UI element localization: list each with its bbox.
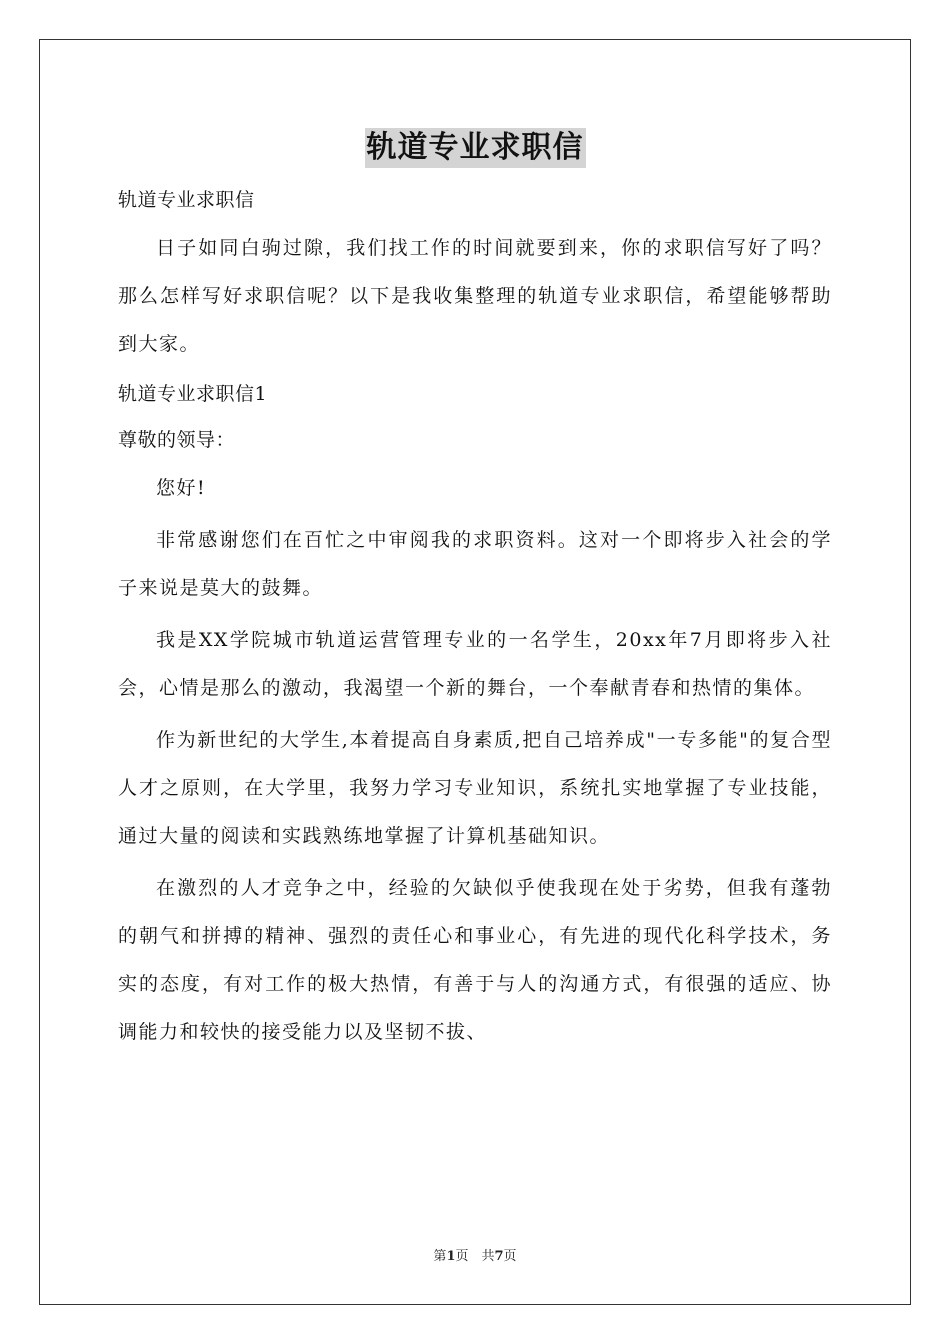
body-paragraph-4: 在激烈的人才竞争之中，经验的欠缺似乎使我现在处于劣势，但我有蓬勃的朝气和拼搏的精神、强烈的责任心和事业心，有先进的现代化科学技术，务实的态度，有对工作的极大热情，有善于与人的沟通方式，有很强的适应、协调能力和较快的接受能力以及坚韧不拔、 xyxy=(118,877,832,1043)
footer-page-mid: 页 共 xyxy=(455,1249,495,1264)
page-footer xyxy=(0,1248,950,1266)
body-paragraph-1: 非常感谢您们在百忙之中审阅我的求职资料。这对一个即将步入社会的学子来说是莫大的鼓舞。 xyxy=(118,529,832,599)
greeting: 您好! xyxy=(156,477,207,499)
title-container xyxy=(0,128,950,168)
body-paragraph-3: 作为新世纪的大学生,本着提高自身素质,把自己培养成"一专多能"的复合型人才之原则，在大学里，我努力学习专业知识，系统扎实地掌握了专业技能，通过大量的阅读和实践熟练地掌握了计算机基础知识。 xyxy=(118,729,832,847)
intro-paragraph: 日子如同白驹过隙，我们找工作的时间就要到来，你的求职信写好了吗？那么怎样写好求职信呢？以下是我收集整理的轨道专业求职信，希望能够帮助到大家。 xyxy=(118,237,832,355)
section-heading: 轨道专业求职信1 xyxy=(118,383,268,405)
footer-page-current: 1 xyxy=(446,1249,456,1264)
document-body xyxy=(118,180,832,1056)
footer-page-prefix: 第 xyxy=(433,1249,447,1264)
salutation: 尊敬的领导： xyxy=(118,429,236,451)
footer-page-total: 7 xyxy=(494,1249,504,1264)
body-paragraph-2: 我是XX学院城市轨道运营管理专业的一名学生，20xx年7月即将步入社会，心情是那么的激动，我渴望一个新的舞台，一个奉献青春和热情的集体。 xyxy=(118,629,832,699)
footer-page-suffix: 页 xyxy=(503,1249,517,1264)
document-subtitle: 轨道专业求职信 xyxy=(118,189,255,211)
document-title: 轨道专业求职信 xyxy=(365,128,586,168)
